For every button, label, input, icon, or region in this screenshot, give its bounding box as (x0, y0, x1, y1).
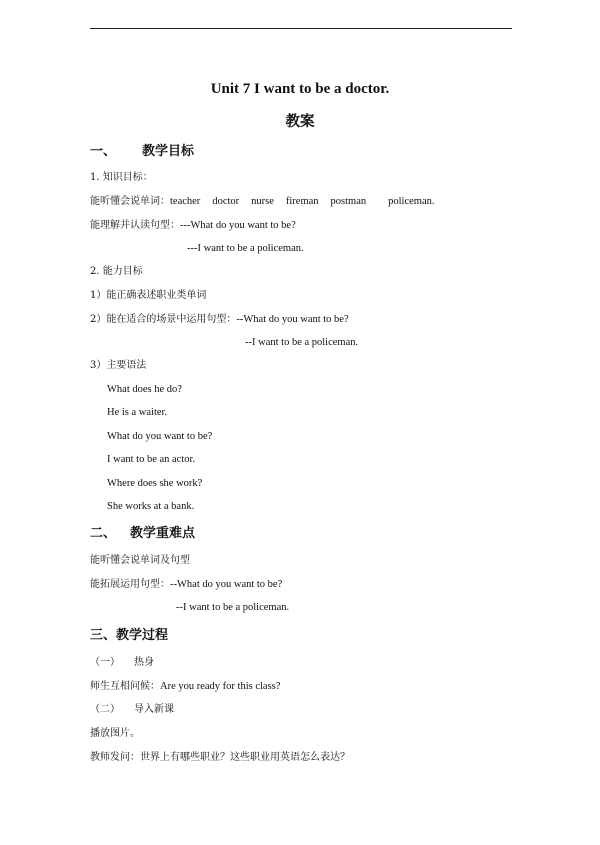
key-points-label: 能拓展运用句型： (90, 579, 170, 590)
pattern-line (90, 219, 296, 233)
grammar-line-4: I want to be an actor. (107, 454, 196, 465)
show-pictures-line: 播放图片。 (90, 728, 140, 739)
step-1-title: 热身 (134, 657, 154, 668)
ability-item-2-label: 2）能在适合的场景中运用句型： (90, 314, 237, 325)
section-2-heading (90, 526, 195, 542)
section-1-heading (90, 144, 194, 160)
grammar-line-1: What does he do? (107, 384, 182, 395)
knowledge-goal-label: 1. 知识目标： (90, 172, 153, 183)
step-2-number: （二） (90, 704, 120, 715)
greeting-line (90, 680, 280, 694)
pattern-label: 能理解并认读句型： (90, 220, 180, 231)
grammar-line-6: She works at a bank. (107, 501, 195, 512)
grammar-line-5: Where does she work? (107, 478, 203, 489)
word-fireman: fireman (285, 196, 319, 207)
ability-item-2 (90, 313, 349, 327)
ability-goal-label: 2. 能力目标 (90, 266, 143, 277)
grammar-label: 3）主要语法 (90, 360, 147, 371)
step-2-title: 导入新课 (134, 704, 174, 715)
section-2-title: 教学重难点 (130, 526, 196, 541)
ability-item-2-answer: --I want to be a policeman. (245, 337, 359, 348)
grammar-line-2: He is a waiter. (107, 407, 168, 418)
pattern-question: ---What do you want to be? (180, 220, 296, 231)
word-postman: postman (330, 196, 367, 207)
grammar-line-3: What do you want to be? (107, 431, 213, 442)
word-teacher: teacher (170, 196, 201, 207)
section-2-number: 二、 (90, 526, 117, 541)
teacher-question-line: 教师发问：世界上有哪些职业？这些职业用英语怎么表达？ (90, 752, 350, 763)
document-subtitle: 教案 (285, 114, 315, 130)
key-points-line-1: 能听懂会说单词及句型 (90, 555, 190, 566)
vocabulary-label: 能听懂会说单词： (90, 196, 170, 207)
section-1-number: 一、 (90, 144, 117, 159)
step-2 (90, 703, 174, 717)
greeting-text: Are you ready for this class? (160, 681, 281, 692)
word-policeman: policeman. (388, 196, 435, 207)
section-3-heading: 三、教学过程 (90, 628, 169, 643)
vocabulary-line (90, 195, 435, 209)
ability-item-2-question: --What do you want to be? (236, 314, 349, 325)
step-1-number: （一） (90, 657, 120, 668)
section-1-title: 教学目标 (142, 144, 195, 159)
key-points-question: --What do you want to be? (170, 579, 283, 590)
key-points-answer: --I want to be a policeman. (176, 602, 290, 613)
ability-item-1: 1）能正确表述职业类单词 (90, 290, 207, 301)
document-title: Unit 7 I want to be a doctor. (210, 81, 390, 97)
pattern-answer: ---I want to be a policeman. (187, 243, 304, 254)
word-doctor: doctor (212, 196, 240, 207)
greeting-label: 师生互相问候： (90, 681, 160, 692)
key-points-line-2 (90, 578, 282, 592)
step-1 (90, 656, 154, 670)
header-rule (90, 28, 512, 29)
word-nurse: nurse (251, 196, 274, 207)
